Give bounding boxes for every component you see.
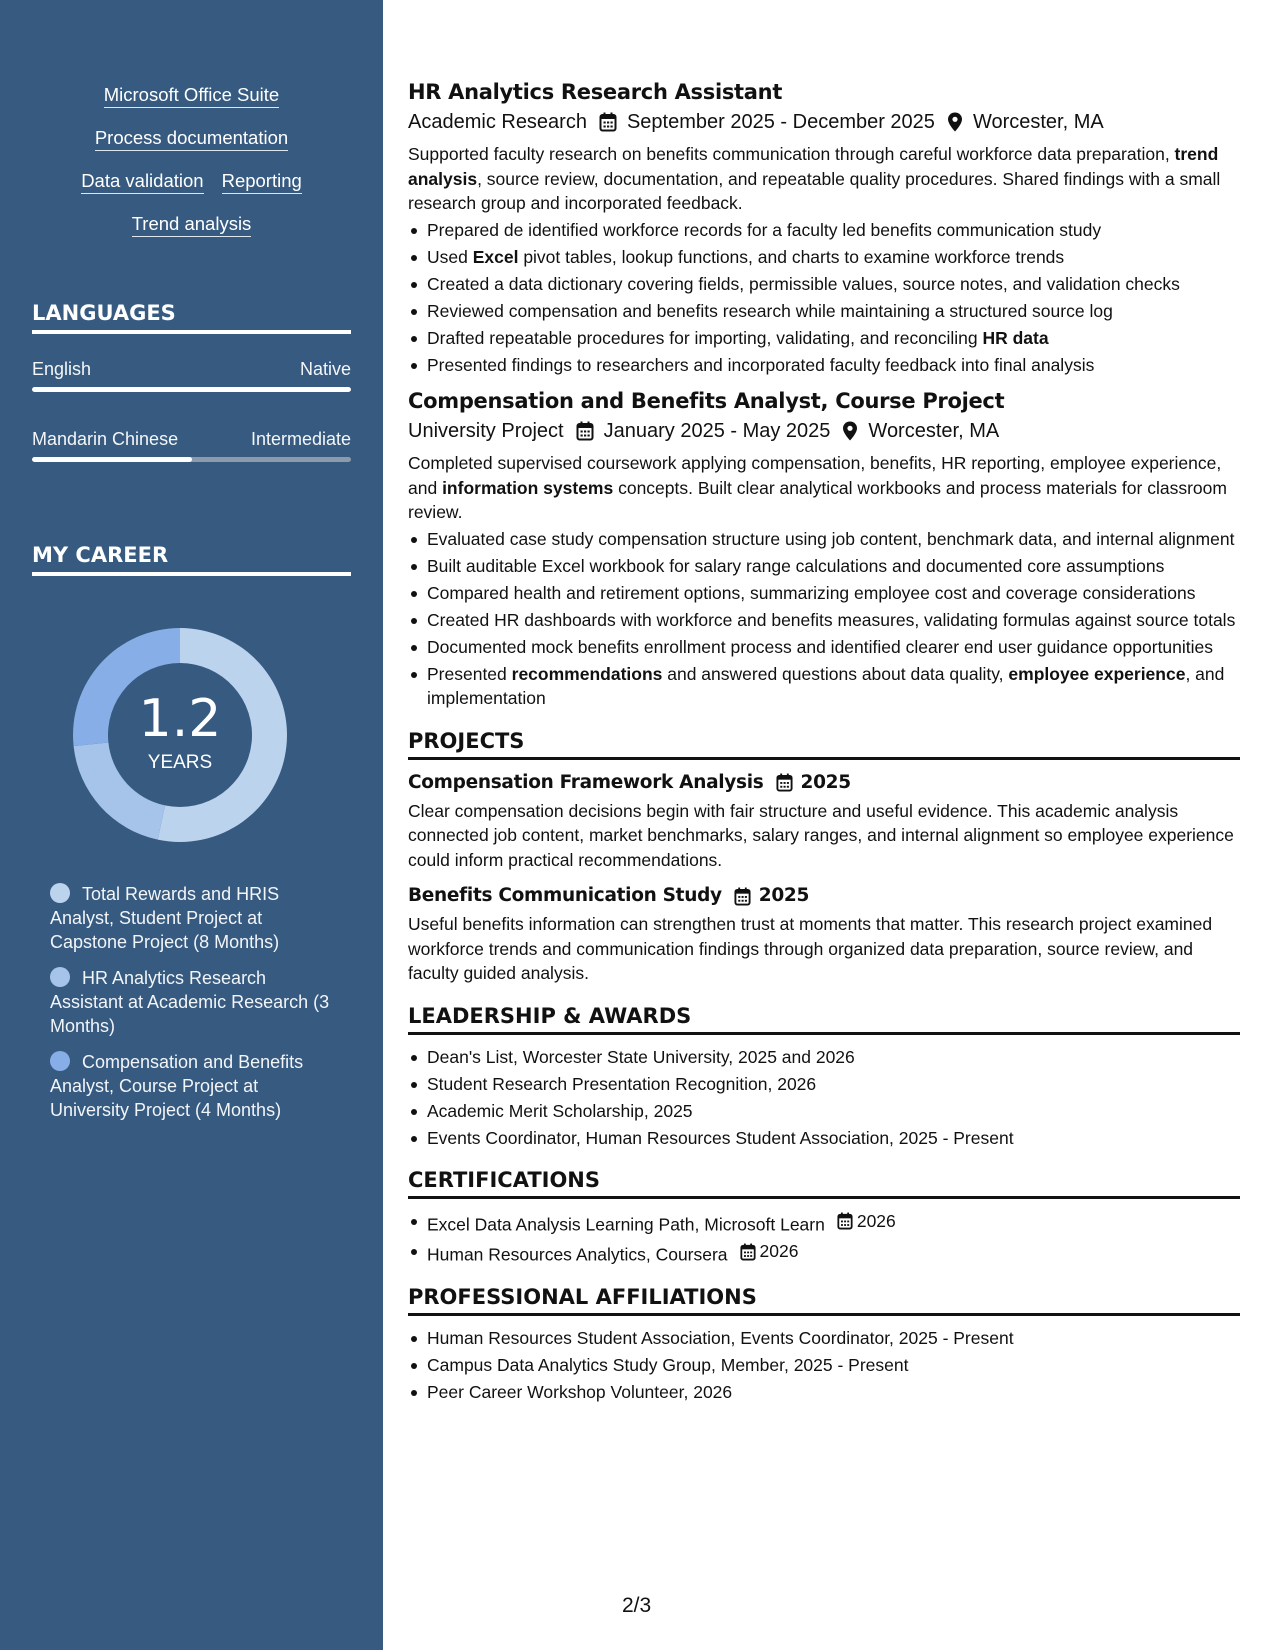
certification-name: Excel Data Analysis Learning Path, Microsoft Learn: [427, 1214, 825, 1235]
career-total-unit: YEARS: [147, 752, 213, 773]
job-bullet: Reviewed compensation and benefits research while maintaining a structured source log: [408, 299, 1240, 324]
project-entry: [408, 883, 1240, 986]
job-bullet: Built auditable Excel workbook for salary range calculations and documented core assumptions: [408, 554, 1240, 579]
job-location: Worcester, MA: [868, 420, 1000, 442]
experience-entry: [408, 387, 1240, 711]
job-bullet: Presented findings to researchers and incorporated faculty feedback into final analysis: [408, 353, 1240, 378]
affiliation-item: Peer Career Workshop Volunteer, 2026: [408, 1380, 1240, 1405]
language-bar-fill: [32, 457, 192, 462]
job-title: HR Analytics Research Assistant: [408, 80, 783, 104]
language-level: Native: [299, 359, 351, 379]
legend-dot: [50, 1051, 70, 1071]
certification-name: Human Resources Analytics, Coursera: [427, 1244, 728, 1265]
job-bullet: Created a data dictionary covering fields, permissible values, source notes, and validation checks: [408, 272, 1240, 297]
career-item-text: HR Analytics Research Assistant at Academic Research (3 Months): [50, 968, 330, 1036]
certifications-heading: CERTIFICATIONS: [408, 1166, 1240, 1199]
project-title-row: [408, 883, 1240, 909]
leadership-item: Dean's List, Worcester State University, 2025 and 2026: [408, 1045, 1240, 1070]
calendar-icon: [776, 773, 793, 792]
leadership-item: Academic Merit Scholarship, 2025: [408, 1099, 1240, 1124]
company-name: University Project: [408, 420, 564, 442]
job-dates: January 2025 - May 2025: [603, 420, 831, 442]
calendar-icon: [576, 421, 594, 441]
affiliations-heading: PROFESSIONAL AFFILIATIONS: [408, 1283, 1240, 1316]
project-year: 2025: [800, 771, 851, 793]
career-heading: MY CAREER: [32, 543, 351, 576]
skill-tag: Microsoft Office Suite: [104, 84, 279, 108]
career-item-text: Compensation and Benefits Analyst, Course Project at University Project (4 Months): [50, 1052, 304, 1120]
job-title: Compensation and Benefits Analyst, Course Project: [408, 389, 1005, 413]
certification-item: [408, 1209, 1240, 1237]
job-meta: [408, 108, 1240, 136]
project-description: Clear compensation decisions begin with fair structure and useful evidence. This academic analysis connected job content, market benchmarks, salary ranges, and internal alignment so employee experience could inform practical recommendations.: [408, 800, 1234, 870]
languages-heading: LANGUAGES: [32, 301, 351, 334]
job-bullet: Presented recommendations and answered questions about data quality, employee experience, and implementation: [408, 662, 1240, 711]
calendar-icon: [599, 112, 617, 132]
calendar-icon: [734, 887, 751, 906]
project-title: Benefits Communication Study: [408, 885, 722, 906]
language-english: [32, 358, 351, 392]
project-year: 2025: [758, 885, 810, 906]
leadership-item: Student Research Presentation Recognition, 2026: [408, 1072, 1240, 1097]
job-summary: Completed supervised coursework applying compensation, benefits, HR reporting, employee experience, and information systems concepts. Built clear analytical workbooks and process materials for classroom review.: [408, 453, 1227, 522]
job-bullets: [408, 218, 1240, 378]
job-bullet: Evaluated case study compensation structure using job content, benchmark data, and internal alignment: [408, 527, 1240, 552]
language-bar-fill: [32, 387, 351, 392]
certification-year: 2026: [759, 1241, 799, 1262]
skill-tag: Process documentation: [95, 127, 288, 151]
legend-dot: [50, 967, 70, 987]
certification-year: 2026: [856, 1211, 896, 1231]
project-title: Compensation Framework Analysis: [408, 771, 764, 793]
job-bullet: Compared health and retirement options, summarizing employee cost and coverage considerations: [408, 581, 1240, 606]
main-content: [408, 78, 1240, 1407]
language-level: Intermediate: [250, 429, 351, 449]
career-item-text: Total Rewards and HRIS Analyst, Student Project at Capstone Project (8 Months): [50, 884, 280, 952]
career-item: [50, 882, 340, 954]
company-name: Academic Research: [408, 111, 587, 133]
skill-tag: Trend analysis: [132, 213, 252, 237]
job-bullet: Created HR dashboards with workforce and benefits measures, validating formulas against source totals: [408, 608, 1240, 633]
career-list: [50, 882, 340, 1134]
language-bar: [32, 387, 351, 392]
affiliation-item: Human Resources Student Association, Events Coordinator, 2025 - Present: [408, 1326, 1240, 1351]
job-bullets: [408, 527, 1240, 711]
project-title-row: [408, 770, 1240, 796]
career-total-value: 1.2: [138, 689, 222, 749]
job-bullet: Drafted repeatable procedures for importing, validating, and reconciling HR data: [408, 326, 1240, 351]
language-name: English: [32, 359, 92, 379]
job-location: Worcester, MA: [972, 111, 1104, 133]
certifications-list: [408, 1209, 1240, 1267]
job-bullet: Used Excel pivot tables, lookup functions, and charts to examine workforce trends: [408, 245, 1240, 270]
experience-entry: [408, 78, 1240, 377]
skill-tag: Reporting: [222, 170, 302, 194]
project-description: Useful benefits information can strengthen trust at moments that matter. This research project examined workforce trends and communication findings through organized data preparation, source review, and faculty guided analysis.: [408, 914, 1213, 983]
language-mandarin: [32, 428, 351, 462]
page-number: 2/3: [622, 1594, 652, 1617]
leadership-list: [408, 1045, 1240, 1151]
language-name: Mandarin Chinese: [32, 429, 179, 449]
skills-list: [32, 84, 351, 256]
sidebar: [0, 0, 383, 1650]
job-bullet: Documented mock benefits enrollment process and identified clearer end user guidance opportunities: [408, 635, 1240, 660]
affiliations-list: [408, 1326, 1240, 1405]
career-total: [65, 620, 295, 850]
project-entry: [408, 770, 1240, 873]
legend-dot: [50, 883, 70, 903]
affiliation-item: Campus Data Analytics Study Group, Member, 2025 - Present: [408, 1353, 1240, 1378]
career-item: [50, 966, 340, 1038]
job-bullet: Prepared de identified workforce records for a faculty led benefits communication study: [408, 218, 1240, 243]
career-item: [50, 1050, 340, 1122]
projects-heading: PROJECTS: [408, 727, 1240, 760]
certification-item: [408, 1239, 1240, 1267]
skill-tag: Data validation: [81, 170, 203, 194]
language-bar: [32, 457, 351, 462]
location-pin-icon: [842, 421, 858, 441]
leadership-item: Events Coordinator, Human Resources Student Association, 2025 - Present: [408, 1126, 1240, 1151]
leadership-heading: LEADERSHIP & AWARDS: [408, 1002, 1240, 1035]
job-summary: Supported faculty research on benefits communication through careful workforce data preparation, trend analysis, source review, documentation, and repeatable quality procedures. Shared findings with a small research group and incorporated feedback.: [408, 144, 1221, 213]
location-pin-icon: [947, 112, 963, 132]
job-meta: [408, 417, 1240, 445]
job-dates: September 2025 - December 2025: [626, 111, 935, 133]
calendar-icon: [837, 1212, 853, 1230]
calendar-icon: [740, 1243, 756, 1261]
